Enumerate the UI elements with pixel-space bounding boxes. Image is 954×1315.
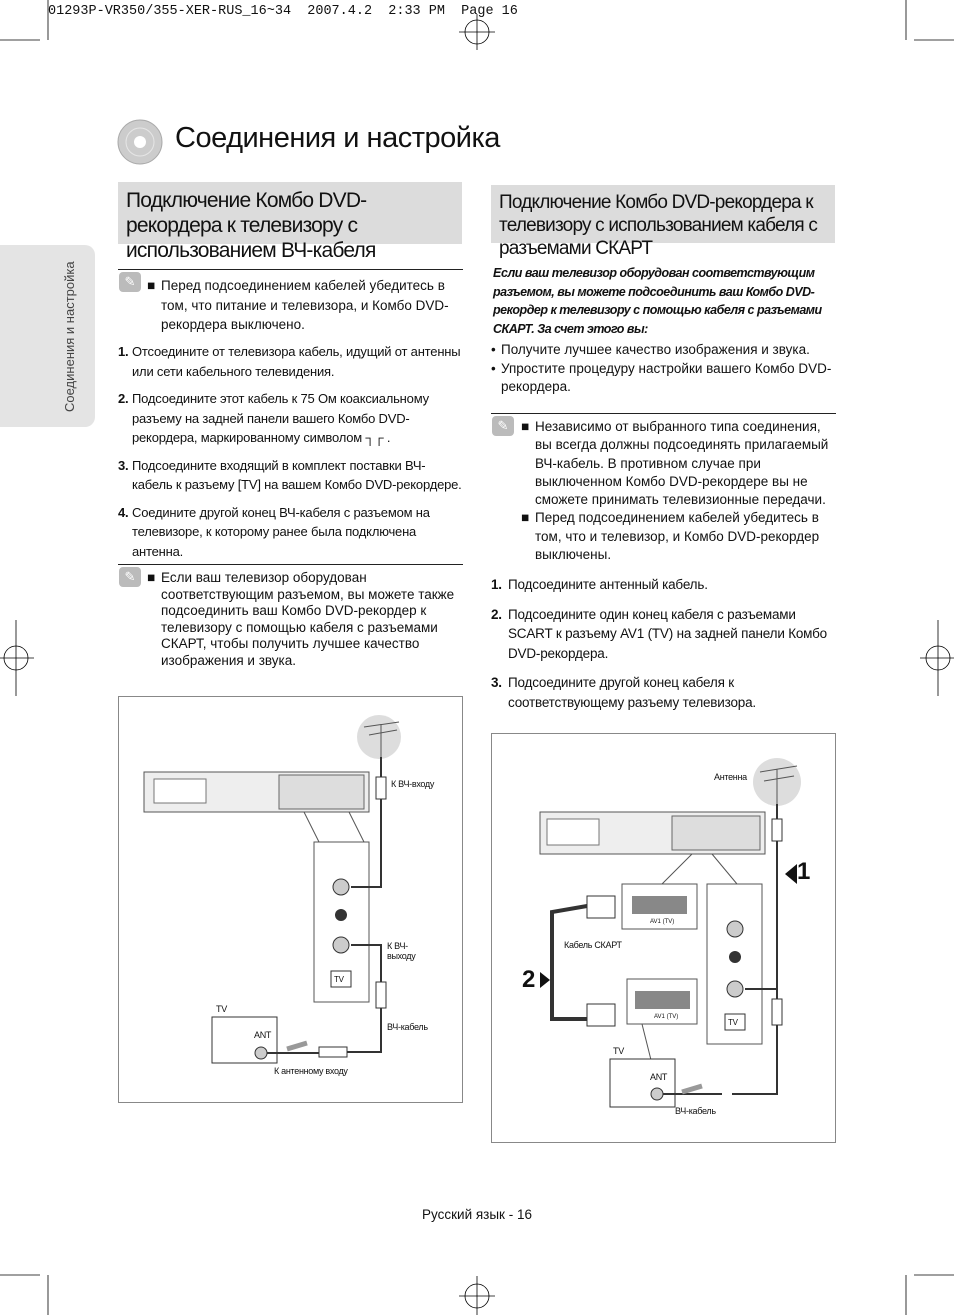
- right-section-heading: Подключение Комбо DVD-рекордера к телевизору с использованием кабеля с разъемами СКАРТ: [491, 185, 835, 243]
- side-tab-label: Соединения и настройка: [62, 261, 77, 412]
- left-note-1: ■ Перед подсоединением кабелей убедитесь в том, что питание и телевизора, и Комбо DVD-рекордера выключено.: [147, 278, 449, 332]
- step: 3. Подсоедините входящий в комплект поставки ВЧ-кабель к разъему [TV] на вашем Комбо DVD-рекордере.: [118, 457, 462, 492]
- divider: [118, 269, 463, 270]
- right-bullets: • Получите лучшее качество изображения и звука. • Упростите процедуру настройки вашего Комбо DVD-рекордера.: [491, 342, 832, 394]
- step: 2. Подсоедините этот кабель к 75 Ом коаксиальному разъему на задней панели вашего Комбо DVD-рекордера, маркированному символом ┐┌ .: [118, 391, 429, 445]
- label-av1-bottom: AV1 (TV): [654, 1014, 679, 1020]
- label-scart-cable: Кабель СКАРТ: [564, 940, 622, 950]
- page-title: Соединения и настройка: [175, 122, 500, 154]
- step: 1. Подсоедините антенный кабель.: [491, 577, 708, 592]
- label-tv: TV: [613, 1046, 624, 1056]
- disc-icon: [116, 118, 164, 166]
- rf-connection-diagram: [118, 696, 463, 1103]
- label-rf-out: К ВЧ-выходу: [387, 941, 416, 961]
- left-note-2: ■ Если ваш телевизор оборудован соответствующим разъемом, вы можете также подсоединить ваш Комбо DVD-рекордер к телевизору с помощью кабеля с разъемами СКАРТ, чтобы получить лучшее качество изображения и звука.: [147, 570, 455, 668]
- note-pencil-icon: ✎: [492, 416, 514, 436]
- right-intro: Если ваш телевизор оборудован соответствующим разъемом, вы можете подсоединить ваш Комбо DVD-рекордер к телевизору с помощью кабеля с разъемами СКАРТ. За счет этого вы:: [493, 266, 822, 336]
- step-1-marker: 1: [797, 858, 811, 885]
- note-pencil-icon: ✎: [119, 567, 141, 587]
- page-footer: Русский язык - 16: [422, 1207, 532, 1222]
- divider: [118, 564, 463, 565]
- note-pencil-icon: ✎: [119, 272, 141, 292]
- step: 1. Отсоедините от телевизора кабель, идущий от антенны или сети кабельного телевидения.: [118, 344, 461, 379]
- label-antenna-input: К антенному входу: [274, 1066, 348, 1076]
- label-av1-top: AV1 (TV): [650, 919, 675, 925]
- label-antenna: Антенна: [714, 772, 747, 782]
- label-tv: TV: [216, 1004, 227, 1014]
- left-steps: [118, 342, 463, 561]
- divider: [491, 413, 836, 414]
- side-tab: [0, 245, 95, 427]
- tv-badge: TV: [728, 1018, 738, 1027]
- left-section-heading: Подключение Комбо DVD-рекордера к телевизору с использованием ВЧ-кабеля: [118, 182, 462, 244]
- right-notes: ■ Независимо от выбранного типа соединения, вы всегда должны подсоединять прилагаемый ВЧ-кабель. В противном случае при выключенном Комбо DVD-рекордере вы не сможете принимать телевизионные передачи. ■ Перед подсоединением кабелей убедитесь в том, что и телевизор, и Комбо DVD-рекордер выключены.: [521, 419, 829, 563]
- print-header: 01293P-VR350/355-XER-RUS_16~34 2007.4.2 2:33 PM Page 16: [48, 4, 518, 19]
- scart-connection-diagram: [491, 733, 836, 1143]
- step: 3. Подсоедините другой конец кабеля к соответствующему разъему телевизора.: [491, 675, 756, 710]
- label-rf-cable: ВЧ-кабель: [387, 1022, 428, 1032]
- step: 4. Соедините другой конец ВЧ-кабеля с разъемом на телевизоре, к которому ранее была подключена антенна.: [118, 504, 430, 559]
- label-ant: ANT: [650, 1072, 668, 1082]
- label-rf-cable: ВЧ-кабель: [675, 1106, 716, 1116]
- label-ant: ANT: [254, 1030, 272, 1040]
- step: 2. Подсоедините один конец кабеля с разъемами SCART к разъему AV1 (TV) на задней панели Комбо DVD-рекордера.: [491, 606, 827, 661]
- right-steps: [491, 575, 836, 712]
- label-rf-in: К ВЧ-входу: [391, 779, 435, 789]
- step-2-marker: 2: [522, 966, 536, 993]
- tv-badge: TV: [334, 975, 344, 984]
